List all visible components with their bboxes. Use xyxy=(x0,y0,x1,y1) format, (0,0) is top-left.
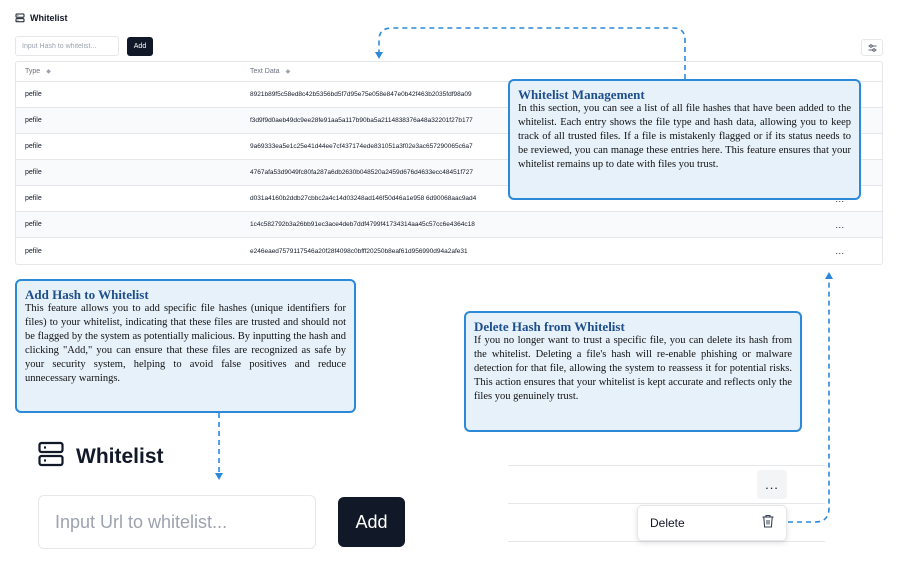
callout-title: Delete Hash from Whitelist xyxy=(474,319,625,334)
delete-label: Delete xyxy=(650,516,685,530)
row-more-button[interactable]: ... xyxy=(835,219,845,230)
sort-icon: ◆ xyxy=(46,69,51,75)
database-icon xyxy=(15,13,25,23)
zoom-more-button[interactable]: ... xyxy=(757,470,787,499)
cell-type: pefile xyxy=(25,247,42,255)
sliders-icon xyxy=(868,39,877,57)
delete-menu-item[interactable] xyxy=(637,505,787,541)
divider xyxy=(508,541,825,542)
cell-hash: d031a4160b2ddb27cbbc2a4c14d03248ad146f50d46a1e958 6d90068aac9ad4 xyxy=(250,195,477,202)
cell-hash: f3d9f9d0aeb49dc9ee28fe91aa5a117b90ba5a2114838376a48a32201f27b177 xyxy=(250,117,473,124)
page-header xyxy=(15,13,68,23)
zoom-header xyxy=(38,441,164,472)
callout-body: In this section, you can see a list of all file hashes that have been added to the whitelist. Each entry shows the file type and hash data, allowing you to keep track of all trusted files. If a file is mistakenly flagged or if its status needs to be reviewed, you can manage these entries here. This feature ensures that your whitelist remains up to date with files you trust. xyxy=(518,103,851,170)
url-input[interactable] xyxy=(38,495,316,549)
cell-hash: 8921b89f5c58ed8c42b5356bd5f7d95e75e058e847e0b42f463b2035fdf98a09 xyxy=(250,91,472,98)
zoom-page-title: Whitelist xyxy=(76,444,164,468)
sort-icon: ◆ xyxy=(285,69,291,75)
cell-type: pefile xyxy=(25,143,42,150)
cell-hash: e246eaed7579117546a20f28f4098c0bfff20250b8eaf61d956990d94a2afe31 xyxy=(250,247,468,255)
table-row xyxy=(16,212,882,238)
database-icon xyxy=(38,441,64,472)
cell-type: pefile xyxy=(25,169,42,176)
add-hash-form xyxy=(15,36,153,56)
page-title: Whitelist xyxy=(30,13,68,23)
divider xyxy=(508,465,825,466)
cell-hash: 1c4c582792b3a26bb91ec3ace4deb7ddf4799f41734314aa45c57cc6e4364c18 xyxy=(250,221,475,228)
callout-body: If you no longer want to trust a specific file, you can delete its hash from the whitelist. Deleting a file's hash will re-enable phishing or malware detection for that file, allowing the system to reassess it for potential risks. This action ensures that your whitelist is kept accurate and reflects only the files you genuinely trust. xyxy=(474,335,792,402)
cell-type: pefile xyxy=(25,195,42,202)
callout-delete-hash xyxy=(464,311,802,432)
callout-title: Add Hash to Whitelist xyxy=(25,287,149,302)
filter-button[interactable] xyxy=(861,39,883,56)
divider xyxy=(508,503,825,504)
callout-whitelist-management xyxy=(508,79,861,200)
callout-body: This feature allows you to add specific file hashes (unique identifiers for files) to your whitelist, indicating that these files are trusted and should not be flagged by the system as potentially malicious. By inputting the hash and clicking "Add," you can ensure that these files are recognized as safe by your security system, helping to avoid false positives and reduce unnecessary warnings. xyxy=(25,303,346,384)
cell-type: pefile xyxy=(25,221,42,228)
callout-title: Whitelist Management xyxy=(518,87,645,102)
zoom-add-button[interactable]: Add xyxy=(338,497,405,547)
column-header-text-data[interactable]: Text Data ◆ xyxy=(250,68,291,75)
cell-hash: 4767afa53d9049fc80fa287a6db2630b048520a2459d676d4633ecc48451f727 xyxy=(250,169,474,176)
callout-add-hash xyxy=(15,279,356,413)
hash-input[interactable] xyxy=(15,36,119,56)
cell-type: pefile xyxy=(25,117,42,124)
column-header-type[interactable]: Type ◆ xyxy=(25,68,51,75)
cell-type: pefile xyxy=(25,91,42,98)
table-row xyxy=(16,238,882,264)
add-hash-button[interactable]: Add xyxy=(127,37,153,56)
row-more-button[interactable]: ... xyxy=(835,246,845,256)
cell-hash: 9a69333ea5e1c25e41d44ee7cf437174ede831051a3f02e3ac657290065c6a7 xyxy=(250,143,473,150)
trash-icon xyxy=(762,514,774,533)
